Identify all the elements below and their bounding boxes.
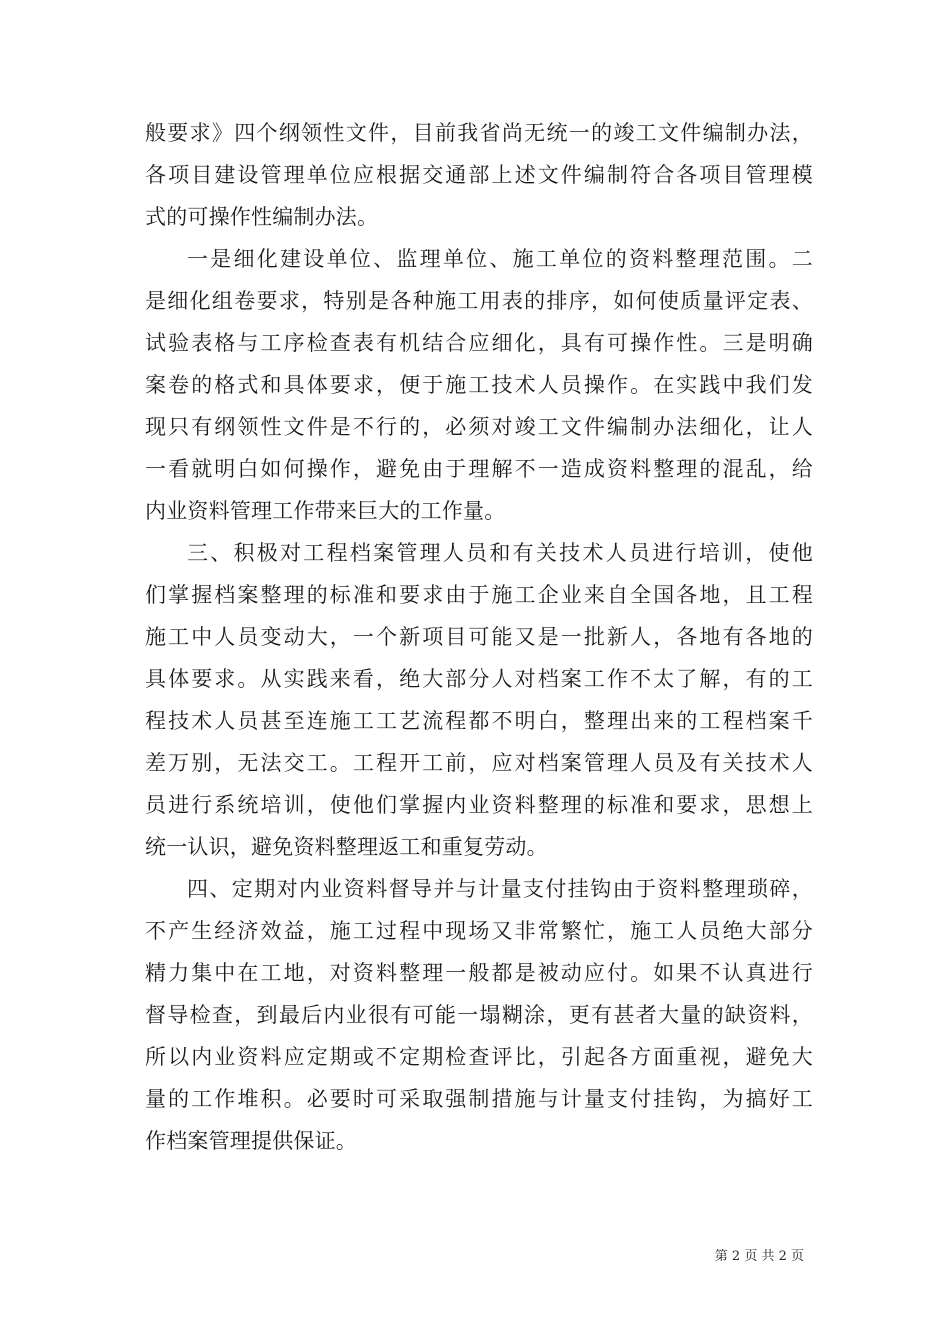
text-line: 四、定期对内业资料督导并与计量支付挂钩由于资料整理琐碎，	[187, 877, 813, 901]
paragraph-continuation	[145, 112, 813, 238]
text-line: 具体要求。从实践来看，绝大部分人对档案工作不太了解，有的工	[145, 667, 813, 691]
text-line: 员进行系统培训，使他们掌握内业资料整理的标准和要求，思想上	[145, 793, 813, 817]
text-line: 量的工作堆积。必要时可采取强制措施与计量支付挂钩，为搞好工	[145, 1087, 813, 1111]
text-line: 们掌握档案整理的标准和要求由于施工企业来自全国各地，且工程	[145, 583, 813, 607]
document-body	[145, 112, 813, 1162]
text-line: 各项目建设管理单位应根据交通部上述文件编制符合各项目管理模	[145, 163, 813, 187]
text-line: 试验表格与工序检查表有机结合应细化，具有可操作性。三是明确	[145, 331, 813, 355]
text-line: 案卷的格式和具体要求，便于施工技术人员操作。在实践中我们发	[145, 373, 813, 397]
paragraph-supervision	[145, 868, 813, 1162]
text-line: 督导检查，到最后内业很有可能一塌糊涂，更有甚者大量的缺资料，	[145, 1003, 813, 1027]
text-line: 内业资料管理工作带来巨大的工作量。	[145, 499, 506, 523]
text-line: 施工中人员变动大，一个新项目可能又是一批新人，各地有各地的	[145, 625, 813, 649]
text-line: 般要求》四个纲领性文件，目前我省尚无统一的竣工文件编制办法，	[145, 121, 813, 145]
page-number-footer: 第 2 页 共 2 页	[714, 1249, 804, 1264]
text-line: 不产生经济效益，施工过程中现场又非常繁忙，施工人员绝大部分	[145, 919, 813, 943]
text-line: 式的可操作性编制办法。	[145, 205, 379, 229]
text-line: 一是细化建设单位、监理单位、施工单位的资料整理范围。二	[187, 247, 813, 271]
text-line: 精力集中在工地，对资料整理一般都是被动应付。如果不认真进行	[145, 961, 813, 985]
text-line: 三、积极对工程档案管理人员和有关技术人员进行培训，使他	[187, 541, 813, 565]
text-line: 统一认识，避免资料整理返工和重复劳动。	[145, 835, 548, 859]
text-line: 所以内业资料应定期或不定期检查评比，引起各方面重视，避免大	[145, 1045, 813, 1069]
paragraph-training	[145, 532, 813, 868]
text-line: 作档案管理提供保证。	[145, 1129, 357, 1153]
text-line: 程技术人员甚至连施工工艺流程都不明白，整理出来的工程档案千	[145, 709, 813, 733]
text-line: 是细化组卷要求，特别是各种施工用表的排序，如何使质量评定表、	[145, 289, 813, 313]
text-line: 差万别，无法交工。工程开工前，应对档案管理人员及有关技术人	[145, 751, 813, 775]
text-line: 一看就明白如何操作，避免由于理解不一造成资料整理的混乱，给	[145, 457, 813, 481]
paragraph-refine-scope	[145, 238, 813, 532]
text-line: 现只有纲领性文件是不行的，必须对竣工文件编制办法细化，让人	[145, 415, 813, 439]
